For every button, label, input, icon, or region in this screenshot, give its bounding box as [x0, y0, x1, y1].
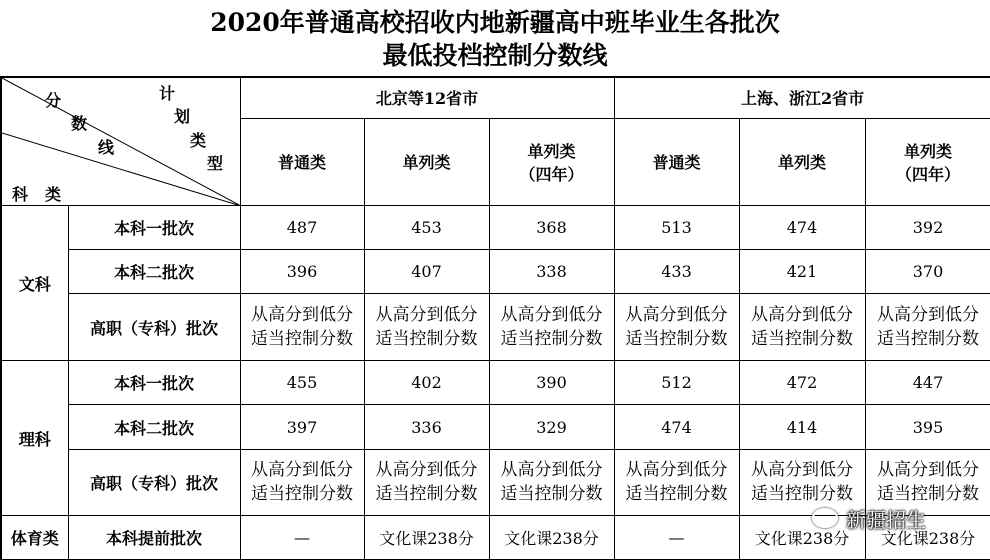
score-cell: 368 — [489, 205, 614, 249]
score-cell-note: 从高分到低分 适当控制分数 — [865, 449, 990, 515]
corner-label-lei: 类 — [190, 131, 207, 150]
score-cell-note: 从高分到低分 适当控制分数 — [240, 294, 364, 361]
score-cell: 455 — [240, 361, 364, 405]
score-cell: 474 — [614, 405, 739, 449]
score-cell-note: 从高分到低分 适当控制分数 — [240, 449, 364, 515]
score-cell: 396 — [240, 250, 364, 294]
score-cell: 文化课238分 — [865, 515, 990, 559]
score-cell: 338 — [489, 250, 614, 294]
corner-label-ke: 科 — [12, 185, 29, 204]
plan-type-header: 单列类 — [364, 118, 489, 205]
score-cell-note: 从高分到低分 适当控制分数 — [364, 449, 489, 515]
plan-type-header: 单列类 （四年） — [489, 118, 614, 205]
plan-type-header: 单列类 （四年） — [865, 118, 990, 205]
batch-cell: 本科二批次 — [68, 405, 240, 449]
score-cell: 390 — [489, 361, 614, 405]
score-cell: 474 — [739, 205, 865, 249]
plan-type-header: 单列类 — [739, 118, 865, 205]
title-line-2: 最低投档控制分数线 — [382, 41, 608, 70]
score-cell: 472 — [739, 361, 865, 405]
batch-cell: 本科提前批次 — [68, 515, 240, 559]
subject-cell-tiyu: 体育类 — [1, 515, 68, 559]
batch-cell: 高职（专科）批次 — [68, 294, 240, 361]
score-cell: 392 — [865, 205, 990, 249]
corner-label-xing: 型 — [207, 154, 224, 173]
score-cell: — — [240, 515, 364, 559]
corner-label-lei2: 类 — [45, 185, 62, 204]
group-header-beijing: 北京等12省市 — [240, 77, 614, 118]
group-header-shanghai: 上海、浙江2省市 — [614, 77, 990, 118]
score-cell: 453 — [364, 205, 489, 249]
score-cell: 329 — [489, 405, 614, 449]
corner-label-xian: 线 — [98, 138, 115, 157]
score-cell: 370 — [865, 250, 990, 294]
corner-header-cell — [1, 77, 240, 205]
title-line-1: 2020年普通高校招收内地新疆高中班毕业生各批次 — [210, 8, 780, 37]
corner-label-ji: 计 — [159, 84, 176, 103]
corner-label-hua: 划 — [174, 107, 191, 126]
wechat-watermark — [812, 503, 926, 533]
plan-type-header: 普通类 — [614, 118, 739, 205]
subject-cell-like: 理科 — [1, 361, 68, 515]
subject-cell-wenke: 文科 — [1, 205, 68, 360]
batch-cell: 本科一批次 — [68, 205, 240, 249]
score-cell: 336 — [364, 405, 489, 449]
wechat-icon — [812, 508, 838, 528]
score-cell: 文化课238分 — [364, 515, 489, 559]
score-cell: 402 — [364, 361, 489, 405]
score-table — [0, 76, 990, 560]
score-cell-note: 从高分到低分 适当控制分数 — [489, 449, 614, 515]
score-cell: 395 — [865, 405, 990, 449]
score-cell: 414 — [739, 405, 865, 449]
page-title — [0, 0, 990, 76]
score-cell: 407 — [364, 250, 489, 294]
watermark-text: 新疆招生 — [846, 507, 926, 532]
score-cell-note: 从高分到低分 适当控制分数 — [614, 449, 739, 515]
batch-cell: 高职（专科）批次 — [68, 449, 240, 515]
score-cell: 421 — [739, 250, 865, 294]
corner-label-fen: 分 — [45, 91, 62, 110]
plan-type-header: 普通类 — [240, 118, 364, 205]
score-cell-note: 从高分到低分 适当控制分数 — [614, 294, 739, 361]
batch-cell: 本科一批次 — [68, 361, 240, 405]
score-cell: — — [614, 515, 739, 559]
score-cell: 513 — [614, 205, 739, 249]
score-cell: 487 — [240, 205, 364, 249]
score-cell-note: 从高分到低分 适当控制分数 — [739, 449, 865, 515]
score-cell: 文化课238分 — [489, 515, 614, 559]
score-cell: 447 — [865, 361, 990, 405]
score-cell-note: 从高分到低分 适当控制分数 — [489, 294, 614, 361]
score-cell: 397 — [240, 405, 364, 449]
score-cell-note: 从高分到低分 适当控制分数 — [865, 294, 990, 361]
score-cell: 512 — [614, 361, 739, 405]
corner-label-shu: 数 — [71, 114, 88, 133]
score-cell-note: 从高分到低分 适当控制分数 — [364, 294, 489, 361]
score-cell: 文化课238分 — [739, 515, 865, 559]
score-cell: 433 — [614, 250, 739, 294]
batch-cell: 本科二批次 — [68, 250, 240, 294]
score-cell-note: 从高分到低分 适当控制分数 — [739, 294, 865, 361]
